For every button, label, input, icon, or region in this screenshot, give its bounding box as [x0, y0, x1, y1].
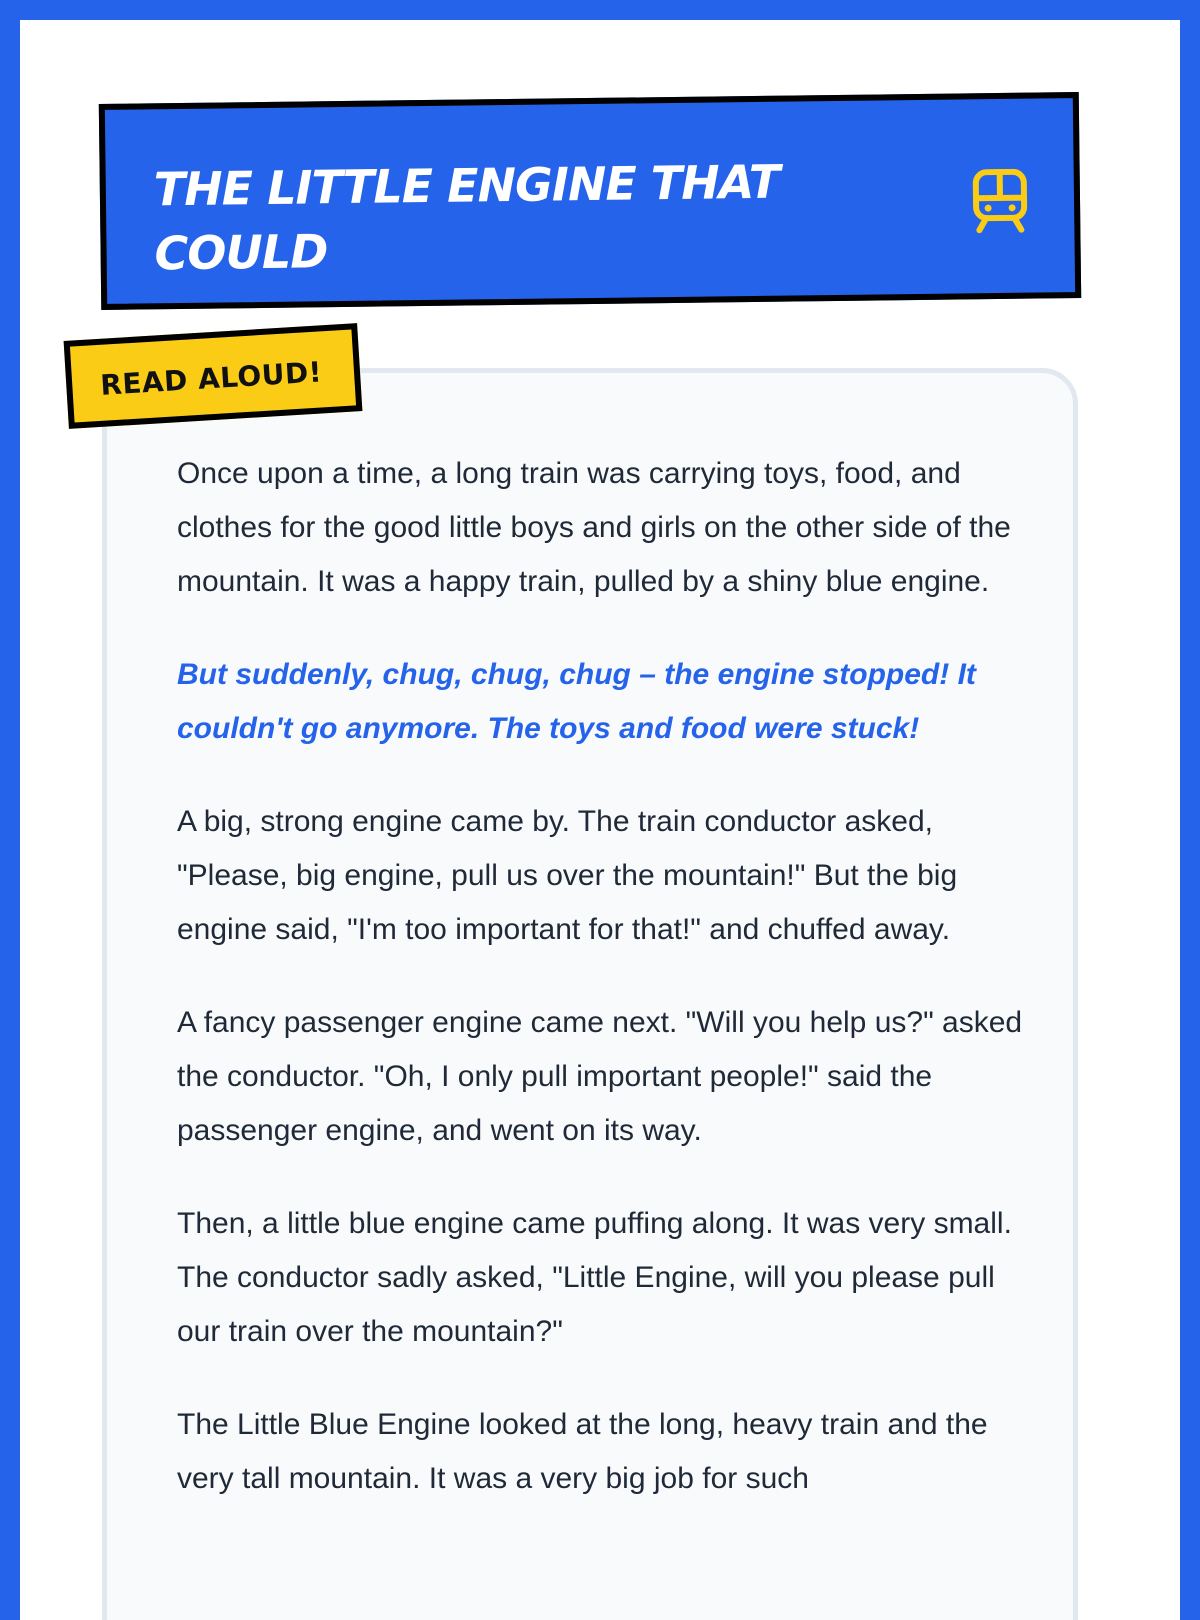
story-paragraph-highlight: But suddenly, chug, chug, chug – the engine stopped! It couldn't go anymore. The toys and food were stuck!	[177, 648, 1027, 756]
story-paragraph: A big, strong engine came by. The train conductor asked, "Please, big engine, pull us over the mountain!" But the big engine said, "I'm too important for that!" and chuffed away.	[177, 795, 1027, 957]
story-paragraph: Once upon a time, a long train was carrying toys, food, and clothes for the good little boys and girls on the other side of the mountain. It was a happy train, pulled by a shiny blue engine.	[177, 447, 1027, 609]
story-card	[102, 368, 1078, 1620]
story-text	[177, 447, 1027, 1545]
story-paragraph: A fancy passenger engine came next. "Will you help us?" asked the conductor. "Oh, I only pull important people!" said the passenger engine, and went on its way.	[177, 996, 1027, 1158]
read-aloud-label: READ ALOUD!	[99, 355, 323, 401]
page-title: THE LITTLE ENGINE THAT COULD	[153, 149, 875, 286]
story-paragraph: The Little Blue Engine looked at the long, heavy train and the very tall mountain. It was a very big job for such	[177, 1398, 1027, 1506]
story-page	[20, 20, 1180, 1620]
title-banner	[99, 92, 1081, 310]
train-icon	[972, 169, 1029, 234]
read-aloud-badge	[64, 323, 363, 429]
story-paragraph: Then, a little blue engine came puffing along. It was very small. The conductor sadly asked, "Little Engine, will you please pull our train over the mountain?"	[177, 1197, 1027, 1359]
